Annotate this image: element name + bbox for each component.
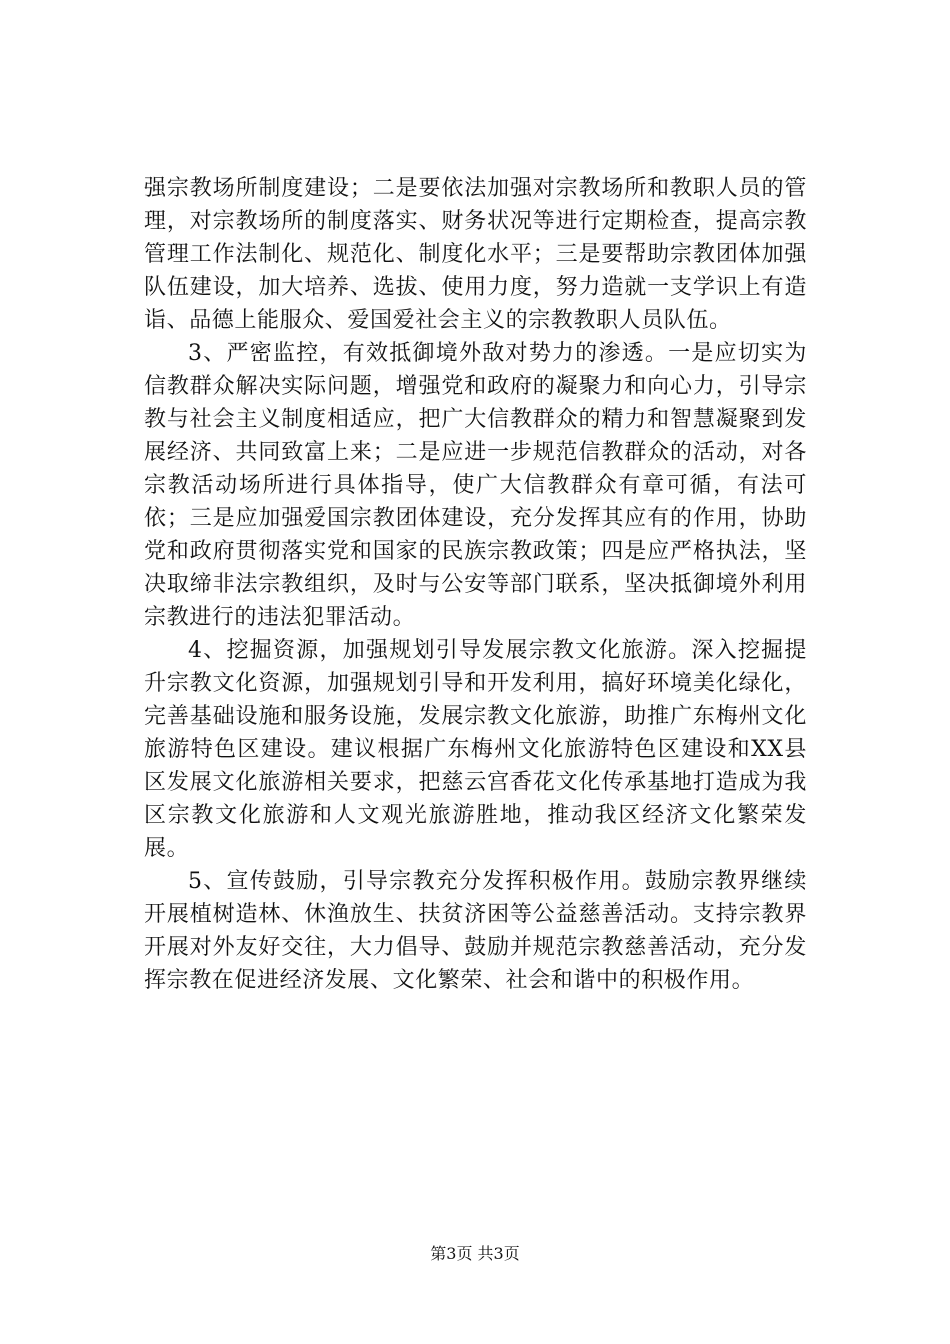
paragraph-item-4: 4、挖掘资源，加强规划引导发展宗教文化旅游。深入挖掘提升宗教文化资源，加强规划引导和开发利用，搞好环境美化绿化，完善基础设施和服务设施，发展宗教文化旅游，助推广东梅州文化旅游特色区建设。建议根据广东梅州文化旅游特色区建设和XX县区发展文化旅游相关要求，把慈云宫香花文化传承基地打造成为我区宗教文化旅游和人文观光旅游胜地，推动我区经济文化繁荣发展。	[144, 638, 807, 861]
page-footer	[0, 1244, 950, 1264]
paragraph-continued: 强宗教场所制度建设；二是要依法加强对宗教场所和教职人员的管理，对宗教场所的制度落实、财务状况等进行定期检查，提高宗教管理工作法制化、规范化、制度化水平；三是要帮助宗教团体加强队伍建设，加大培养、选拔、使用力度，努力造就一支学识上有造诣、品德上能服众、爱国爱社会主义的宗教教职人员队伍。	[144, 176, 807, 333]
paragraph-item-3: 3、严密监控，有效抵御境外敌对势力的渗透。一是应切实为信教群众解决实际问题，增强党和政府的凝聚力和向心力，引导宗教与社会主义制度相适应，把广大信教群众的精力和智慧凝聚到发展经济、共同致富上来；二是应进一步规范信教群众的活动，对各宗教活动场所进行具体指导，使广大信教群众有章可循，有法可依；三是应加强爱国宗教团体建设，充分发挥其应有的作用，协助党和政府贯彻落实党和国家的民族宗教政策；四是应严格执法，坚决取缔非法宗教组织，及时与公安等部门联系，坚决抵御境外利用宗教进行的违法犯罪活动。	[144, 341, 807, 630]
page-number-label: 第3页 共3页	[430, 1244, 520, 1263]
paragraph-item-5: 5、宣传鼓励，引导宗教充分发挥积极作用。鼓励宗教界继续开展植树造林、休渔放生、扶贫济困等公益慈善活动。支持宗教界开展对外友好交往，大力倡导、鼓励并规范宗教慈善活动，充分发挥宗教在促进经济发展、文化繁荣、社会和谐中的积极作用。	[144, 869, 807, 993]
document-body	[144, 172, 807, 997]
